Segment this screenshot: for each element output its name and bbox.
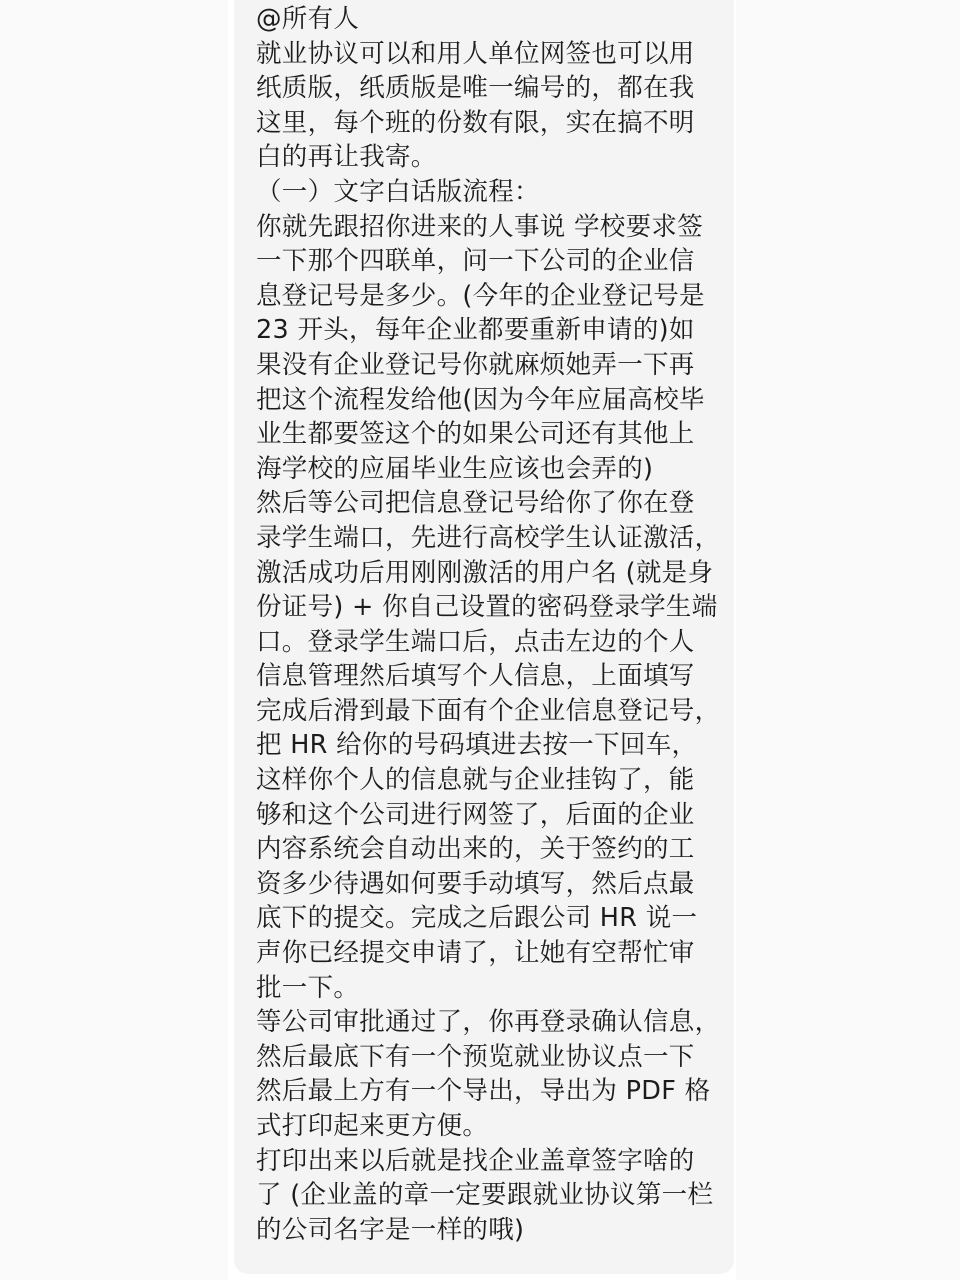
message-line: 信息管理然后填写个人信息，上面填写 bbox=[256, 661, 695, 692]
message-line: 息登记号是多少。(今年的企业登记号是 bbox=[256, 280, 705, 311]
message-line: 然后最底下有一个预览就业协议点一下 bbox=[256, 1041, 695, 1072]
message-line: 式打印起来更方便。 bbox=[256, 1111, 489, 1141]
chat-background-left bbox=[0, 0, 228, 1280]
message-line: 你就先跟招你进来的人事说 学校要求签 bbox=[256, 211, 704, 242]
message-line: 声你已经提交申请了，让她有空帮忙审 bbox=[256, 938, 695, 969]
message-line: 等公司审批通过了，你再登录确认信息， bbox=[256, 1007, 721, 1038]
message-line: 底下的提交。完成之后跟公司 HR 说一 bbox=[256, 903, 698, 934]
message-line: 一下那个四联单，问一下公司的企业信 bbox=[256, 246, 695, 277]
message-line: 然后最上方有一个导出，导出为 PDF 格 bbox=[256, 1076, 711, 1107]
message-line: 23 开头，每年企业都要重新申请的)如 bbox=[256, 315, 695, 346]
message-line: 这样你个人的信息就与企业挂钩了，能 bbox=[256, 765, 695, 796]
message-line: 打印出来以后就是找企业盖章签字啥的 bbox=[256, 1145, 695, 1176]
message-line: 内容系统会自动出来的，关于签约的工 bbox=[256, 834, 695, 865]
message-line: 业生都要签这个的如果公司还有其他上 bbox=[256, 419, 695, 450]
message-line: 就业协议可以和用人单位网签也可以用 bbox=[256, 38, 695, 69]
message-line: @所有人 bbox=[256, 4, 360, 34]
message-line: 份证号) + 你自己设置的密码登录学生端 bbox=[256, 592, 718, 623]
message-line: 激活成功后用刚刚激活的用户名 (就是身 bbox=[256, 557, 714, 588]
message-bubble[interactable] bbox=[234, 0, 734, 1274]
chat-background-right bbox=[736, 0, 960, 1280]
message-line: 完成后滑到最下面有个企业信息登记号， bbox=[256, 695, 721, 726]
message-line: 的公司名字是一样的哦) bbox=[256, 1214, 525, 1245]
message-line: 然后等公司把信息登记号给你了你在登 bbox=[256, 488, 695, 519]
message-line: （一）文字白话版流程： bbox=[256, 176, 540, 207]
message-line: 把这个流程发给他(因为今年应届高校毕 bbox=[256, 384, 705, 415]
message-line: 海学校的应届毕业生应该也会弄的) bbox=[256, 453, 654, 484]
message-line: 批一下。 bbox=[256, 972, 360, 1003]
message-line: 录学生端口，先进行高校学生认证激活， bbox=[256, 522, 721, 553]
message-line: 白的再让我寄。 bbox=[256, 142, 437, 173]
message-line: 果没有企业登记号你就麻烦她弄一下再 bbox=[256, 349, 695, 380]
message-line: 纸质版，纸质版是唯一编号的，都在我 bbox=[256, 73, 695, 104]
message-line: 这里，每个班的份数有限，实在搞不明 bbox=[256, 107, 695, 138]
message-line: 资多少待遇如何要手动填写，然后点最 bbox=[256, 868, 695, 899]
message-line: 把 HR 给你的号码填进去按一下回车， bbox=[256, 730, 698, 761]
message-line: 够和这个公司进行网签了，后面的企业 bbox=[256, 799, 695, 830]
message-line: 了 (企业盖的章一定要跟就业协议第一栏 bbox=[256, 1180, 714, 1211]
message-line: 口。登录学生端口后，点击左边的个人 bbox=[256, 626, 695, 657]
